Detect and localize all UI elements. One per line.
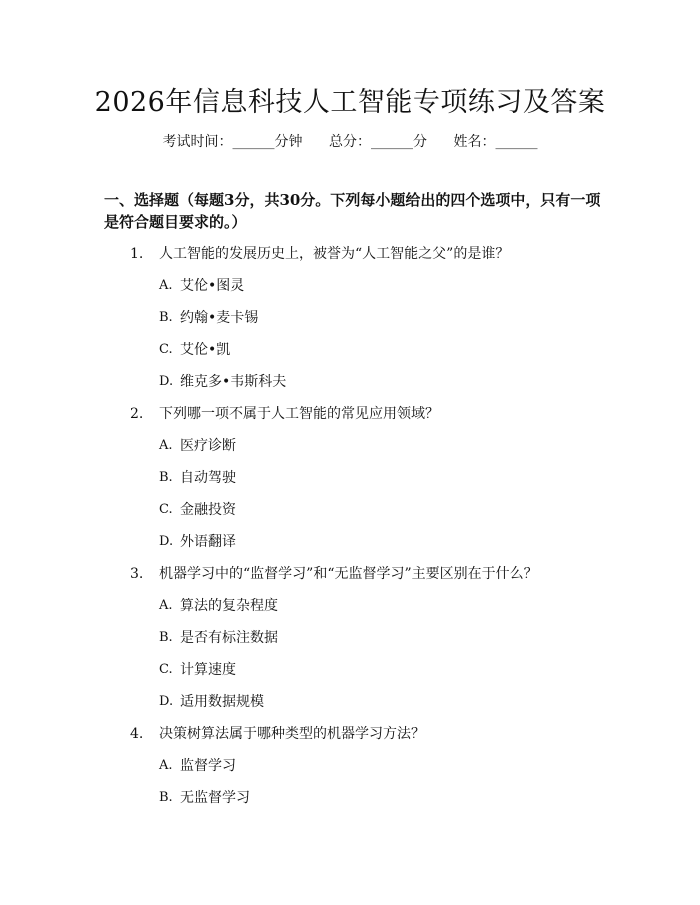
option-letter: C.	[159, 662, 173, 677]
option-item	[0, 499, 700, 531]
option-item	[0, 787, 700, 819]
option-text: 金融投资	[180, 502, 236, 518]
option-item	[0, 371, 700, 403]
question-item	[0, 723, 700, 819]
option-item	[0, 467, 700, 499]
option-text: 自动驾驶	[180, 470, 236, 486]
question-number: 3.	[130, 566, 144, 582]
option-item	[0, 755, 700, 787]
option-text: 无监督学习	[180, 790, 250, 806]
question-item	[0, 243, 700, 403]
question-list	[0, 243, 700, 819]
option-letter: C.	[159, 342, 173, 357]
option-text: 监督学习	[180, 758, 236, 774]
option-item	[0, 275, 700, 307]
option-item	[0, 531, 700, 563]
exam-meta	[0, 131, 700, 151]
option-item	[0, 307, 700, 339]
option-letter: B.	[159, 310, 173, 325]
question-item	[0, 563, 700, 723]
question-number: 1.	[130, 246, 144, 262]
option-letter: A.	[159, 758, 173, 773]
option-letter: A.	[159, 278, 173, 293]
page-title: 2026年信息科技人工智能专项练习及答案	[94, 87, 606, 118]
option-item	[0, 339, 700, 371]
option-text: 艾伦•图灵	[180, 278, 245, 294]
option-letter: B.	[159, 470, 173, 485]
option-text: 维克多•韦斯科夫	[180, 374, 287, 390]
option-text: 外语翻译	[180, 534, 236, 550]
option-letter: B.	[159, 630, 173, 645]
section-heading: 一、选择题（每题3分，共30分。下列每小题给出的四个选项中，只有一项是符合题目要求的。）	[104, 191, 601, 231]
question-line	[0, 563, 700, 595]
option-item	[0, 659, 700, 691]
option-letter: C.	[159, 502, 173, 517]
question-text: 人工智能的发展历史上，被誉为“人工智能之父”的是谁？	[159, 246, 510, 262]
question-line	[0, 243, 700, 275]
question-item	[0, 403, 700, 563]
option-text: 计算速度	[180, 662, 236, 678]
option-item	[0, 435, 700, 467]
question-number: 2.	[130, 406, 144, 422]
question-line	[0, 723, 700, 755]
option-text: 艾伦•凯	[180, 342, 231, 358]
option-text: 约翰•麦卡锡	[180, 310, 259, 326]
question-text: 决策树算法属于哪种类型的机器学习方法？	[159, 726, 425, 742]
option-item	[0, 691, 700, 723]
option-letter: B.	[159, 790, 173, 805]
option-text: 适用数据规模	[180, 694, 264, 710]
option-letter: D.	[159, 534, 174, 549]
question-text: 机器学习中的“监督学习”和“无监督学习”主要区别在于什么？	[159, 566, 538, 582]
question-text: 下列哪一项不属于人工智能的常见应用领域？	[159, 406, 439, 422]
option-letter: A.	[159, 438, 173, 453]
option-text: 医疗诊断	[180, 438, 236, 454]
option-item	[0, 595, 700, 627]
option-text: 是否有标注数据	[180, 630, 278, 646]
question-line	[0, 403, 700, 435]
student-name-field: 姓名：______	[453, 134, 538, 150]
option-letter: A.	[159, 598, 173, 613]
option-letter: D.	[159, 374, 174, 389]
option-item	[0, 627, 700, 659]
exam-time-field: 考试时间：______分钟	[162, 134, 303, 150]
option-letter: D.	[159, 694, 174, 709]
option-text: 算法的复杂程度	[180, 598, 278, 614]
question-number: 4.	[130, 726, 144, 742]
total-score-field: 总分：______分	[329, 134, 427, 150]
